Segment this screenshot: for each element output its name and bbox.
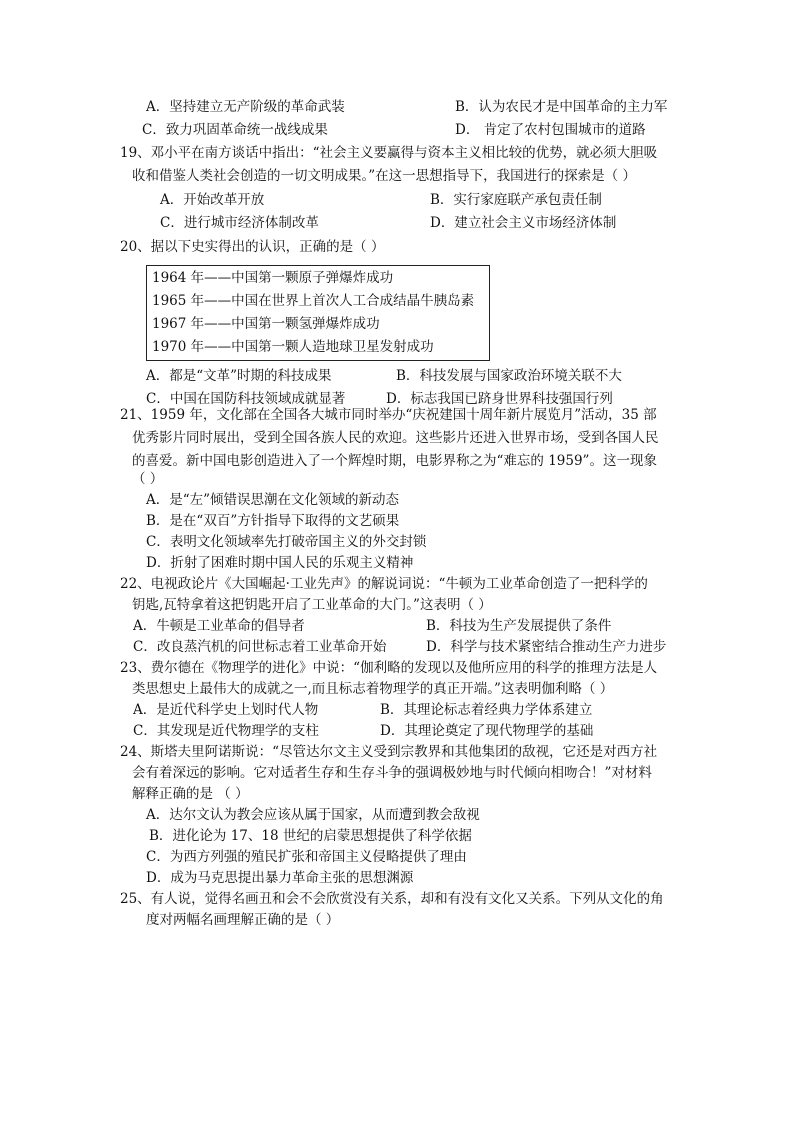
q23-option-b: B．其理论标志着经典力学体系建立 [380,702,593,718]
q21-stem-line-3: 的喜爱。新中国电影创造进入了一个辉煌时期，电影界称之为“难忘的 1959”。这一现象 [132,453,657,469]
q22-option-a: A．牛顿是工业革命的倡导者 [133,618,305,634]
q19-option-a: A．开始改革开放 [160,192,265,208]
q25-stem-line-2: 度对两幅名画理解正确的是（ ） [146,912,340,928]
q24-option-d: D．成为马克思提出暴力革命主张的思想渊源 [146,870,414,886]
q21-option-c: C．表明文化领域率先打破帝国主义的外交封锁 [146,534,427,550]
q22-stem-line-2: 钥匙,瓦特拿着这把钥匙开启了工业革命的大门。”这表明（ ） [132,597,492,613]
q18-option-c: C．致力巩固革命统一战线成果 [142,122,328,138]
q18-option-b: B．认为农民才是中国革命的主力军 [455,99,668,115]
q23-option-d: D．其理论奠定了现代物理学的基础 [380,723,594,739]
q19-option-b: B．实行家庭联产承包责任制 [430,192,602,208]
q24-option-b: B．进化论为 17、18 世纪的启蒙思想提供了科学依据 [149,828,472,844]
q24-stem-line-2: 会有着深远的影响。它对适者生存和生存斗争的强调极妙地与时代倾向相吻合！”对材料 [132,765,652,781]
q20-fact-1967: 1967 年——中国第一颗氢弹爆炸成功 [152,316,380,332]
q22-option-b: B．科技为生产发展提供了条件 [426,618,612,634]
q24-option-c: C．为西方列强的殖民扩张和帝国主义侵略提供了理由 [146,849,467,865]
q21-stem-line-1: 21、1959 年，文化部在全国各大城市同时举办“庆祝建国十周年新片展览月”活动，35 部 [120,407,657,423]
q19-option-d: D．建立社会主义市场经济体制 [430,215,617,231]
q22-option-d: D．科学与技术紧密结合推动生产力进步 [426,639,667,655]
q21-option-b: B．是在“双百”方针指导下取得的文艺硕果 [146,513,400,529]
q24-option-a: A．达尔文认为教会应该从属于国家，从而遭到教会敌视 [146,807,480,823]
q20-fact-1970: 1970 年——中国第一颗人造地球卫星发射成功 [152,339,434,355]
q18-option-d: D． 肯定了农村包围城市的道路 [455,122,646,138]
q23-option-c: C．其发现是近代物理学的支柱 [133,723,319,739]
q20-option-a: A．都是“文革”时期的科技成果 [146,368,332,384]
q18-option-a: A．坚持建立无产阶级的革命武装 [146,99,345,115]
q22-option-c: C．改良蒸汽机的问世标志着工业革命开始 [133,639,387,655]
q24-stem-line-3: 解释正确的是 （ ） [132,786,249,802]
q20-fact-1964: 1964 年——中国第一颗原子弹爆炸成功 [152,270,394,286]
q20-option-d: D．标志我国已跻身世界科技强国行列 [386,391,613,407]
q23-stem-line-1: 23、费尔德在《物理学的进化》中说：“伽利略的发现以及他所应用的科学的推理方法是人 [120,660,658,676]
q22-stem-line-1: 22、电视政论片《大国崛起·工业先声》的解说词说：“牛顿为工业革命创造了一把科学的 [120,576,648,592]
q23-option-a: A．是近代科学史上划时代人物 [133,702,319,718]
q20-option-b: B．科技发展与国家政治环境关联不大 [396,368,622,384]
q21-option-d: D．折射了困难时期中国人民的乐观主义精神 [146,555,414,571]
q23-stem-line-2: 类思想史上最伟大的成就之一,而且标志着物理学的真正开端。”这表明伽利略（ ） [132,681,614,697]
q19-stem-line-2: 收和借鉴人类社会创造的一切文明成果。”在这一思想指导下，我国进行的探索是（ ） [132,168,636,184]
q19-option-c: C．进行城市经济体制改革 [160,215,319,231]
q19-stem-line-1: 19、邓小平在南方谈话中指出：“社会主义要赢得与资本主义相比较的优势，就必须大胆吸 [120,145,658,161]
q20-fact-1965: 1965 年——中国在世界上首次人工合成结晶牛胰岛素 [152,293,475,309]
q20-option-c: C．中国在国防科技领域成就显著 [146,391,346,407]
q24-stem-line-1: 24、斯塔夫里阿诺斯说：“尽管达尔文主义受到宗教界和其他集团的敌视，它还是对西方社 [120,744,658,760]
q21-stem-line-4: （ ） [132,471,164,487]
q21-stem-line-2: 优秀影片同时展出，受到全国各族人民的欢迎。这些影片还进入世界市场，受到各国人民 [132,430,659,446]
q20-facts-box [146,265,490,361]
q21-option-a: A．是“左”倾错误思潮在文化领域的新动态 [146,492,400,508]
q20-stem: 20、据以下史实得出的认识，正确的是（ ） [120,239,385,255]
q25-stem-line-1: 25、有人说，觉得名画丑和会不会欣赏没有关系，却和有没有文化又关系。下列从文化的角 [120,891,664,907]
